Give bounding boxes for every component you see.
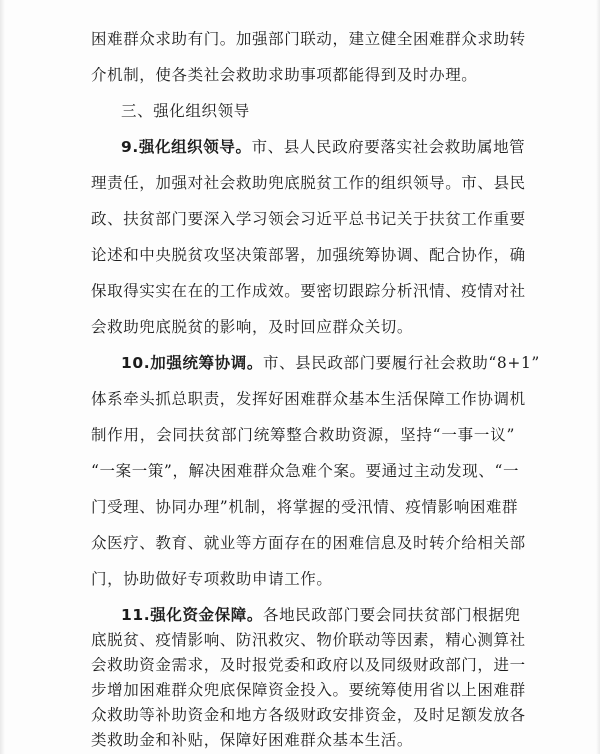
item-10-line: 众医疗、教育、就业等方面存在的困难信息及时转介给相关部 xyxy=(91,534,526,552)
page-left-edge-shadow xyxy=(0,0,5,754)
item-9-title: 9.强化组织领导。 xyxy=(121,138,252,156)
item-11-line: 会救助资金需求，及时报党委和政府以及同级财政部门，进一 xyxy=(91,656,526,674)
item-10-text: 市、县民政部门要履行社会救助“8+1” xyxy=(262,354,540,372)
item-9-line: 理责任，加强对社会救助兜底脱贫工作的组织领导。市、县民 xyxy=(91,174,526,192)
item-10-first-line xyxy=(121,353,540,373)
item-11-text: 各地民政部门要会同扶贫部门根据兜 xyxy=(262,606,521,624)
item-11-line: 众救助等补助资金和地方各级财政安排资金，及时足额发放各 xyxy=(91,706,526,724)
item-10-line: 体系牵头抓总职责，发挥好困难群众基本生活保障工作协调机 xyxy=(91,390,526,408)
section-heading: 三、强化组织领导 xyxy=(121,102,250,120)
item-10-line: 门，协助做好专项救助申请工作。 xyxy=(91,570,333,588)
item-9-line: 论述和中央脱贫攻坚决策部署，加强统筹协调、配合协作，确 xyxy=(91,246,526,264)
intro-line: 困难群众求助有门。加强部门联动，建立健全困难群众求助转 xyxy=(91,30,526,48)
item-9-line: 保取得实实在在的工作成效。要密切跟踪分析汛情、疫情对社 xyxy=(91,282,526,300)
item-10-line: “一案一策”，解决困难群众急难个案。要通过主动发现、“一 xyxy=(91,462,520,480)
item-10-title: 10.加强统筹协调。 xyxy=(121,354,263,372)
item-11-title: 11.强化资金保障。 xyxy=(121,606,263,624)
item-11-first-line xyxy=(121,605,521,625)
intro-line: 介机制，使各类社会救助求助事项都能得到及时办理。 xyxy=(91,66,478,84)
item-9-first-line xyxy=(121,137,526,157)
item-10-line: 制作用，会同扶贫部门统筹整合救助资源，坚持“一事一议” xyxy=(91,426,515,444)
item-9-line: 政、扶贫部门要深入学习领会习近平总书记关于扶贫工作重要 xyxy=(91,210,526,228)
item-9-text: 市、县人民政府要落实社会救助属地管 xyxy=(251,138,526,156)
item-9-line: 会救助兜底脱贫的影响，及时回应群众关切。 xyxy=(91,318,414,336)
item-11-line: 底脱贫、疫情影响、防汛救灾、物价联动等因素，精心测算社 xyxy=(91,631,526,649)
page-right-edge-shadow xyxy=(596,0,600,754)
item-10-line: 门受理、协同办理”机制，将掌握的受汛情、疫情影响困难群 xyxy=(91,498,519,516)
item-11-line: 步增加困难群众兜底保障资金投入。要统筹使用省以上困难群 xyxy=(91,681,526,699)
item-11-line: 类救助金和补贴，保障好困难群众基本生活。 xyxy=(91,731,414,749)
